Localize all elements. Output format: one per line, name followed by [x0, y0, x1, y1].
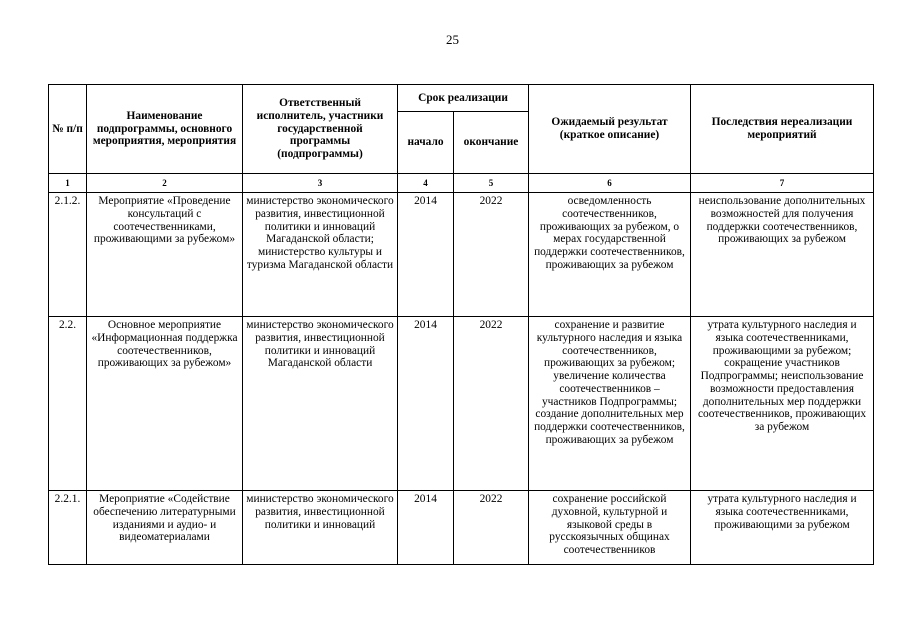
row-name: Мероприятие «Проведение консультаций с соотечественниками, проживающими за рубежом»	[87, 193, 243, 317]
row-result: сохранение и развитие культурного наследия и языка соотечественников, проживающих за рубежом; увеличение количества соотечественников – участников Подпрограммы; создание дополнительных мер поддержки соотечественников, проживающих за рубежом	[529, 317, 691, 491]
activities-table	[48, 84, 874, 565]
column-number: 3	[243, 174, 398, 193]
row-end: 2022	[454, 491, 529, 565]
row-end: 2022	[454, 193, 529, 317]
table-row	[49, 317, 874, 491]
row-start: 2014	[398, 193, 454, 317]
header-name: Наименование подпрограммы, основного мероприятия, мероприятия	[87, 85, 243, 174]
header-consequences: Последствия нереализации мероприятий	[691, 85, 874, 174]
row-end: 2022	[454, 317, 529, 491]
column-number: 5	[454, 174, 529, 193]
row-num: 2.2.1.	[49, 491, 87, 565]
header-start: начало	[398, 112, 454, 174]
header-end: окончание	[454, 112, 529, 174]
row-name: Основное мероприятие «Информационная поддержка соотечественников, проживающих за рубежом»	[87, 317, 243, 491]
table-row	[49, 193, 874, 317]
page-number: 25	[446, 32, 459, 47]
header-period: Срок реализации	[398, 85, 529, 112]
header-num: № п/п	[49, 85, 87, 174]
column-number: 1	[49, 174, 87, 193]
header-result: Ожидаемый результат (краткое описание)	[529, 85, 691, 174]
row-consequences: утрата культурного наследия и языка соотечественниками, проживающими за рубежом; сокращение участников Подпрограммы; неиспользование возможности предоставления дополнительных мер поддержки соотечественников, проживающих за рубежом	[691, 317, 874, 491]
row-result: сохранение российской духовной, культурной и языковой среды в русскоязычных общинах соотечественников	[529, 491, 691, 565]
row-executor: министерство экономического развития, инвестиционной политики и инноваций Магаданской области; министерство культуры и туризма Магаданской области	[243, 193, 398, 317]
column-number: 6	[529, 174, 691, 193]
row-consequences: неиспользование дополнительных возможностей для получения поддержки соотечественников, проживающих за рубежом	[691, 193, 874, 317]
header-executor: Ответственный исполнитель, участники государственной программы (подпрограммы)	[243, 85, 398, 174]
column-number: 2	[87, 174, 243, 193]
column-number: 7	[691, 174, 874, 193]
row-num: 2.1.2.	[49, 193, 87, 317]
row-start: 2014	[398, 317, 454, 491]
table-row	[49, 491, 874, 565]
row-name: Мероприятие «Содействие обеспечению литературными изданиями и аудио- и видеоматериалами	[87, 491, 243, 565]
row-start: 2014	[398, 491, 454, 565]
column-number: 4	[398, 174, 454, 193]
row-executor: министерство экономического развития, инвестиционной политики и инноваций Магаданской области	[243, 317, 398, 491]
row-num: 2.2.	[49, 317, 87, 491]
row-result: осведомленность соотечественников, проживающих за рубежом, о мерах государственной поддержки соотечественников, проживающих за рубежом	[529, 193, 691, 317]
row-consequences: утрата культурного наследия и языка соотечественниками, проживающими за рубежом	[691, 491, 874, 565]
row-executor: министерство экономического развития, инвестиционной политики и инноваций	[243, 491, 398, 565]
